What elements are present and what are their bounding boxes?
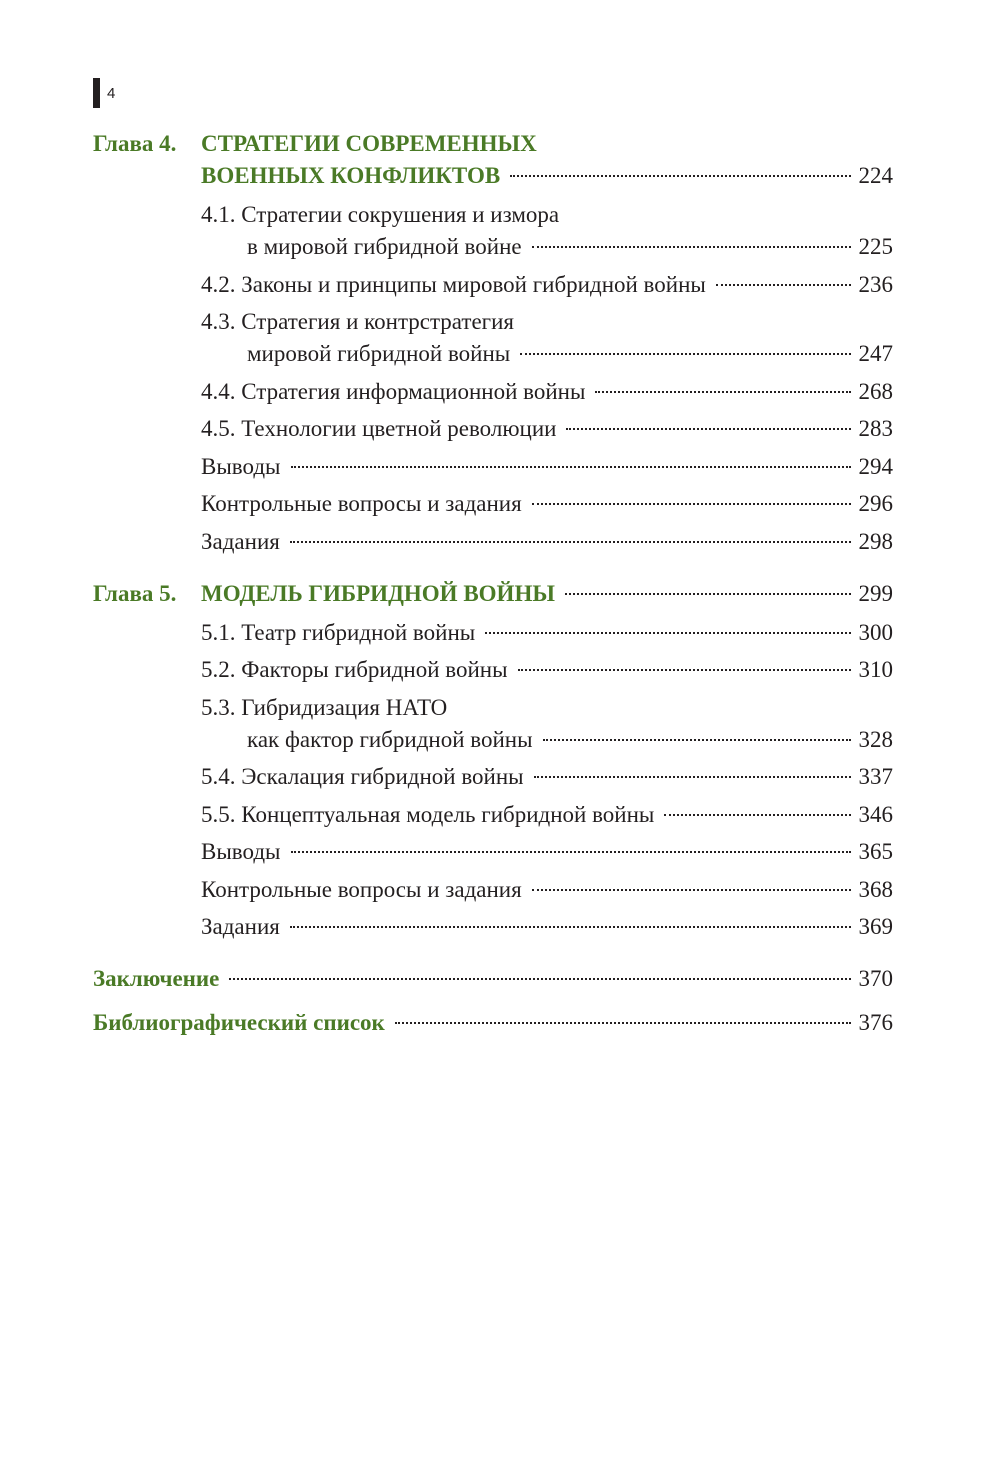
toc-entry-tasks-4[interactable]	[201, 526, 893, 558]
chapter-title-cont: ВОЕННЫХ КОНФЛИКТОВ	[201, 163, 501, 188]
entry-title-cont: как фактор гибридной войны	[247, 726, 533, 752]
page-ref: 299	[858, 580, 893, 606]
page-ref: 328	[858, 726, 893, 752]
dot-leader	[532, 889, 851, 891]
dot-leader	[518, 669, 851, 671]
toc-entry-questions-4[interactable]	[201, 488, 893, 520]
page-ref: 236	[858, 271, 893, 297]
dot-leader	[534, 776, 851, 778]
entry-title: Задания	[201, 528, 280, 554]
dot-leader	[291, 851, 851, 853]
dot-leader	[229, 978, 850, 980]
page-ref: 247	[858, 341, 893, 366]
folio-marker-bar	[93, 78, 100, 108]
page-ref: 225	[858, 234, 893, 259]
dot-leader	[595, 391, 850, 393]
page-ref: 310	[858, 657, 893, 682]
dot-leader	[565, 593, 851, 595]
toc-entry-conclusion[interactable]	[93, 963, 893, 995]
dot-leader	[290, 926, 851, 928]
toc-entry-4-3[interactable]	[201, 306, 893, 370]
entry-title: 5.3. Гибридизация НАТО	[201, 694, 448, 720]
entry-title: 5.4. Эскалация гибридной войны	[201, 764, 524, 789]
page-ref: 337	[858, 764, 893, 789]
page-ref: 294	[858, 453, 893, 479]
toc-entry-bibliography[interactable]	[93, 1007, 893, 1039]
page-ref: 224	[858, 163, 893, 188]
dot-leader	[510, 175, 850, 177]
chapter-label: Глава 5.	[93, 580, 177, 606]
entry-title: Контрольные вопросы и задания	[201, 876, 522, 902]
entry-title-cont: в мировой гибридной войне	[247, 234, 522, 259]
toc-entry-conclusions-4[interactable]	[201, 451, 893, 483]
dot-leader	[520, 353, 850, 355]
entry-title-cont: мировой гибридной войны	[247, 341, 511, 366]
entry-title: 5.1. Театр гибридной войны	[201, 619, 476, 645]
toc-entry-4-5[interactable]	[201, 413, 893, 445]
dot-leader	[532, 246, 851, 248]
page-ref: 296	[858, 491, 893, 516]
page-ref: 368	[858, 876, 893, 902]
toc-entry-4-4[interactable]	[201, 376, 893, 408]
chapter-4	[93, 128, 893, 558]
entry-title: 4.1. Стратегии сокрушения и измора	[201, 202, 560, 227]
page-folio	[93, 78, 115, 108]
entry-title: 4.4. Стратегия информационной войны	[201, 378, 586, 404]
entry-title: 4.5. Технологии цветной революции	[201, 416, 557, 441]
page-ref: 369	[858, 914, 893, 939]
chapter-title-entry[interactable]	[201, 160, 893, 192]
toc-entry-questions-5[interactable]	[201, 874, 893, 906]
page-number: 4	[107, 84, 116, 102]
dot-leader	[664, 814, 850, 816]
toc-entry-tasks-5[interactable]	[201, 911, 893, 943]
entry-title: Выводы	[201, 453, 281, 479]
entry-title: 5.5. Концептуальная модель гибридной войны	[201, 801, 655, 827]
toc-entry-4-2[interactable]	[201, 269, 893, 301]
page-ref: 370	[858, 966, 893, 991]
entry-title: 4.3. Стратегия и контрстратегия	[201, 309, 515, 334]
entry-title: Библиографический список	[93, 1010, 385, 1035]
table-of-contents	[93, 128, 893, 1039]
toc-entry-5-1[interactable]	[201, 617, 893, 649]
page-ref: 346	[858, 801, 893, 827]
page-ref: 300	[858, 619, 893, 645]
entry-title: 5.2. Факторы гибридной войны	[201, 657, 508, 682]
toc-entry-5-4[interactable]	[201, 761, 893, 793]
toc-entry-5-3[interactable]	[201, 692, 893, 756]
chapter-title-entry[interactable]	[201, 578, 893, 610]
toc-entry-5-5[interactable]	[201, 799, 893, 831]
page-ref: 268	[858, 378, 893, 404]
toc-entry-5-2[interactable]	[201, 654, 893, 686]
chapter-title: СТРАТЕГИИ СОВРЕМЕННЫХ	[201, 131, 537, 156]
chapter-title: МОДЕЛЬ ГИБРИДНОЙ ВОЙНЫ	[201, 580, 555, 606]
dot-leader	[543, 739, 851, 741]
chapter-label: Глава 4.	[93, 131, 177, 156]
dot-leader	[716, 284, 851, 286]
entry-title: Выводы	[201, 839, 281, 864]
dot-leader	[395, 1022, 851, 1024]
page-ref: 376	[858, 1010, 893, 1035]
page-ref: 283	[858, 416, 893, 441]
toc-entry-4-1[interactable]	[201, 199, 893, 263]
entry-title: Задания	[201, 914, 280, 939]
page-ref: 365	[858, 839, 893, 864]
dot-leader	[566, 428, 850, 430]
dot-leader	[290, 541, 851, 543]
entry-title: Контрольные вопросы и задания	[201, 491, 522, 516]
entry-title: Заключение	[93, 966, 220, 991]
toc-entry-conclusions-5[interactable]	[201, 836, 893, 868]
dot-leader	[485, 632, 850, 634]
dot-leader	[291, 466, 851, 468]
chapter-5	[93, 578, 893, 944]
dot-leader	[532, 503, 851, 505]
page-ref: 298	[858, 528, 893, 554]
entry-title: 4.2. Законы и принципы мировой гибридной войны	[201, 271, 706, 297]
